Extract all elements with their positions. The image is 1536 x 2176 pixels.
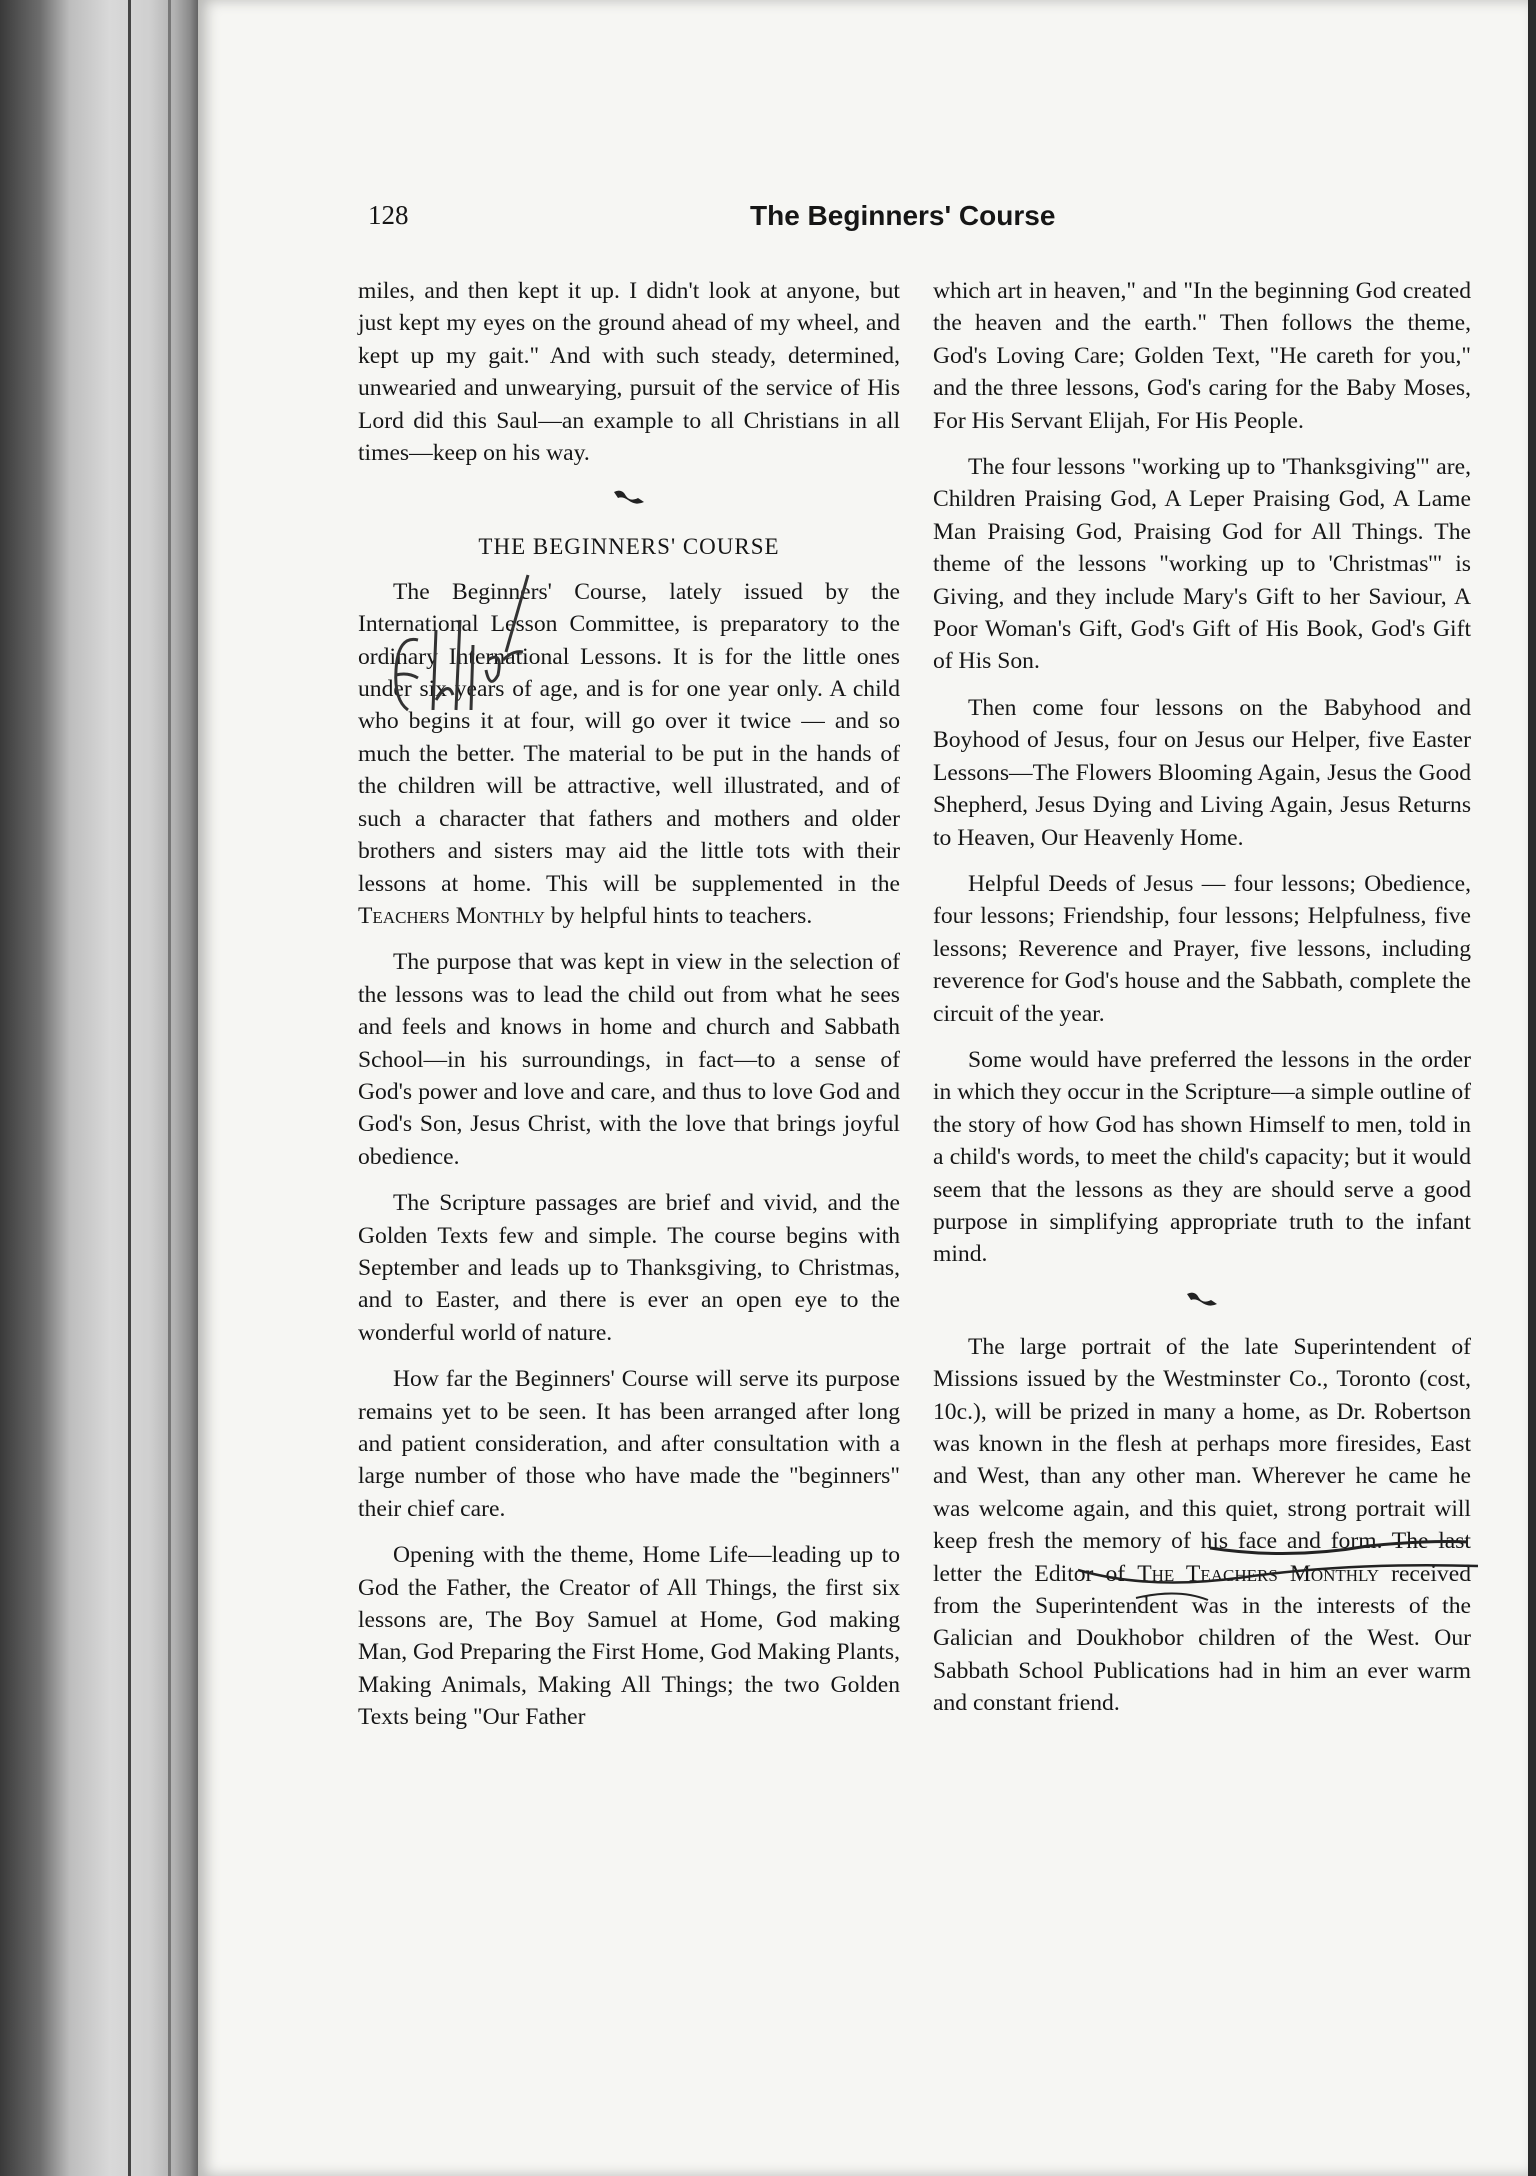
paragraph: The purpose that was kept in view in the selection of the lessons was to lead the child out from what he sees and feels and knows in home and church and Sabbath School—in his surroundings, in fact—to a sense of God's power and love and care, and thus to love God and God's Son, Jesus Christ, with the love that brings joyful obedience. (358, 949, 900, 1170)
paragraph: The four lessons "working up to 'Thanksgiving'" are, Children Praising God, A Leper Praising God, A Lame Man Praising God, Praising God for All Things. The theme of the lessons "working up to 'Christmas'" is Giving, and they include Mary's Gift to her Saviour, A Poor Woman's Gift, God's Gift of His Book, God's Gift of His Son. (933, 454, 1471, 675)
paragraph: Some would have preferred the lessons in the order in which they occur in the Scripture—a simple outline of the story of how God has shown Himself to men, told in a child's words, to meet the child's capacity; but it would seem that the lessons as they are should serve a good purpose in simplifying appropriate truth to the infant mind. (933, 1046, 1471, 1268)
paragraph: The large portrait of the late Superintendent of Missions issued by the Westminster Co., Toronto (cost, 10c.), will be prized in many a home, as Dr. Robertson was known in the flesh at perhaps more firesides, East and West, than any other man. Wherever he came he was welcome again, and this quiet, strong portrait will keep fresh the memory of his face and form. The last letter the Editor of The Teachers Monthly received from the Superintendent was in the interests of the Galician and Doukhobor children of the West. Our Sabbath School Publications had in him an ever warm and constant friend. (933, 1333, 1471, 1717)
left-column (358, 275, 900, 1748)
paragraph: How far the Beginners' Course will serve its purpose remains yet to be seen. It has been arranged after long and patient consideration, and after consultation with a large number of those who have made the "beginners" their chief care. (358, 1366, 900, 1522)
ornament-icon (358, 483, 900, 517)
paragraph: The Beginners' Course, lately issued by the International Lesson Committee, is preparatory to the ordinary International Lessons. It is for the little ones under six years of age, and is for one year only. A child who begins it at four, will go over it twice — and so much the better. The material to be put in the hands of the children will be attractive, well illustrated, and of such a character that fathers and mothers and older brothers and sisters may aid the little tots with their lessons at home. This will be supplemented in the Teachers Monthly by helpful hints to teachers. (358, 578, 900, 929)
section-title: THE BEGINNERS' COURSE (478, 534, 780, 560)
book-page (198, 0, 1528, 2176)
ornament-icon (933, 1285, 1471, 1319)
book-binding (0, 0, 200, 2176)
binding-edge (128, 0, 131, 2176)
handwritten-annotation (378, 560, 588, 760)
paragraph: Then come four lessons on the Babyhood and Boyhood of Jesus, four on Jesus our Helper, five Easter Lessons—The Flowers Blooming Again, Jesus the Good Shepherd, Jesus Dying and Living Again, Jesus Returns to Heaven, Our Heavenly Home. (933, 694, 1471, 851)
right-column (933, 275, 1471, 1734)
page-number: 128 (368, 200, 409, 230)
paragraph: Helpful Deeds of Jesus — four lessons; Obedience, four lessons; Friendship, four lessons; Helpfulness, five lessons; Reverence and Prayer, five lessons, including reverence for God's house and the Sabbath, complete the circuit of the year. (933, 870, 1471, 1027)
paragraph: which art in heaven," and "In the beginning God created the heaven and the earth." Then follows the theme, God's Loving Care; Golden Text, "He careth for you," and the three lessons, God's caring for the Baby Moses, For His Servant Elijah, For His People. (933, 278, 1471, 434)
running-head: The Beginners' Course (750, 200, 1056, 231)
binding-edge (168, 0, 171, 2176)
paragraph: Opening with the theme, Home Life—leading up to God the Father, the Creator of All Things, the first six lessons are, The Boy Samuel at Home, God making Man, God Preparing the First Home, God Making Plants, Making Animals, Making All Things; the two Golden Texts being "Our Father (358, 1542, 900, 1731)
paragraph: The Scripture passages are brief and vivid, and the Golden Texts few and simple. The course begins with September and leads up to Thanksgiving, to Christmas, and to Easter, and there is ever an open eye to the wonderful world of nature. (358, 1190, 900, 1346)
page-header (368, 200, 1468, 240)
paragraph: miles, and then kept it up. I didn't look at anyone, but just kept my eyes on the ground ahead of my wheel, and kept up my gait." And with such steady, determined, unwearied and unwearying, pursuit of the service of His Lord did this Saul—an example to all Christians in all times—keep on his way. (358, 278, 900, 467)
